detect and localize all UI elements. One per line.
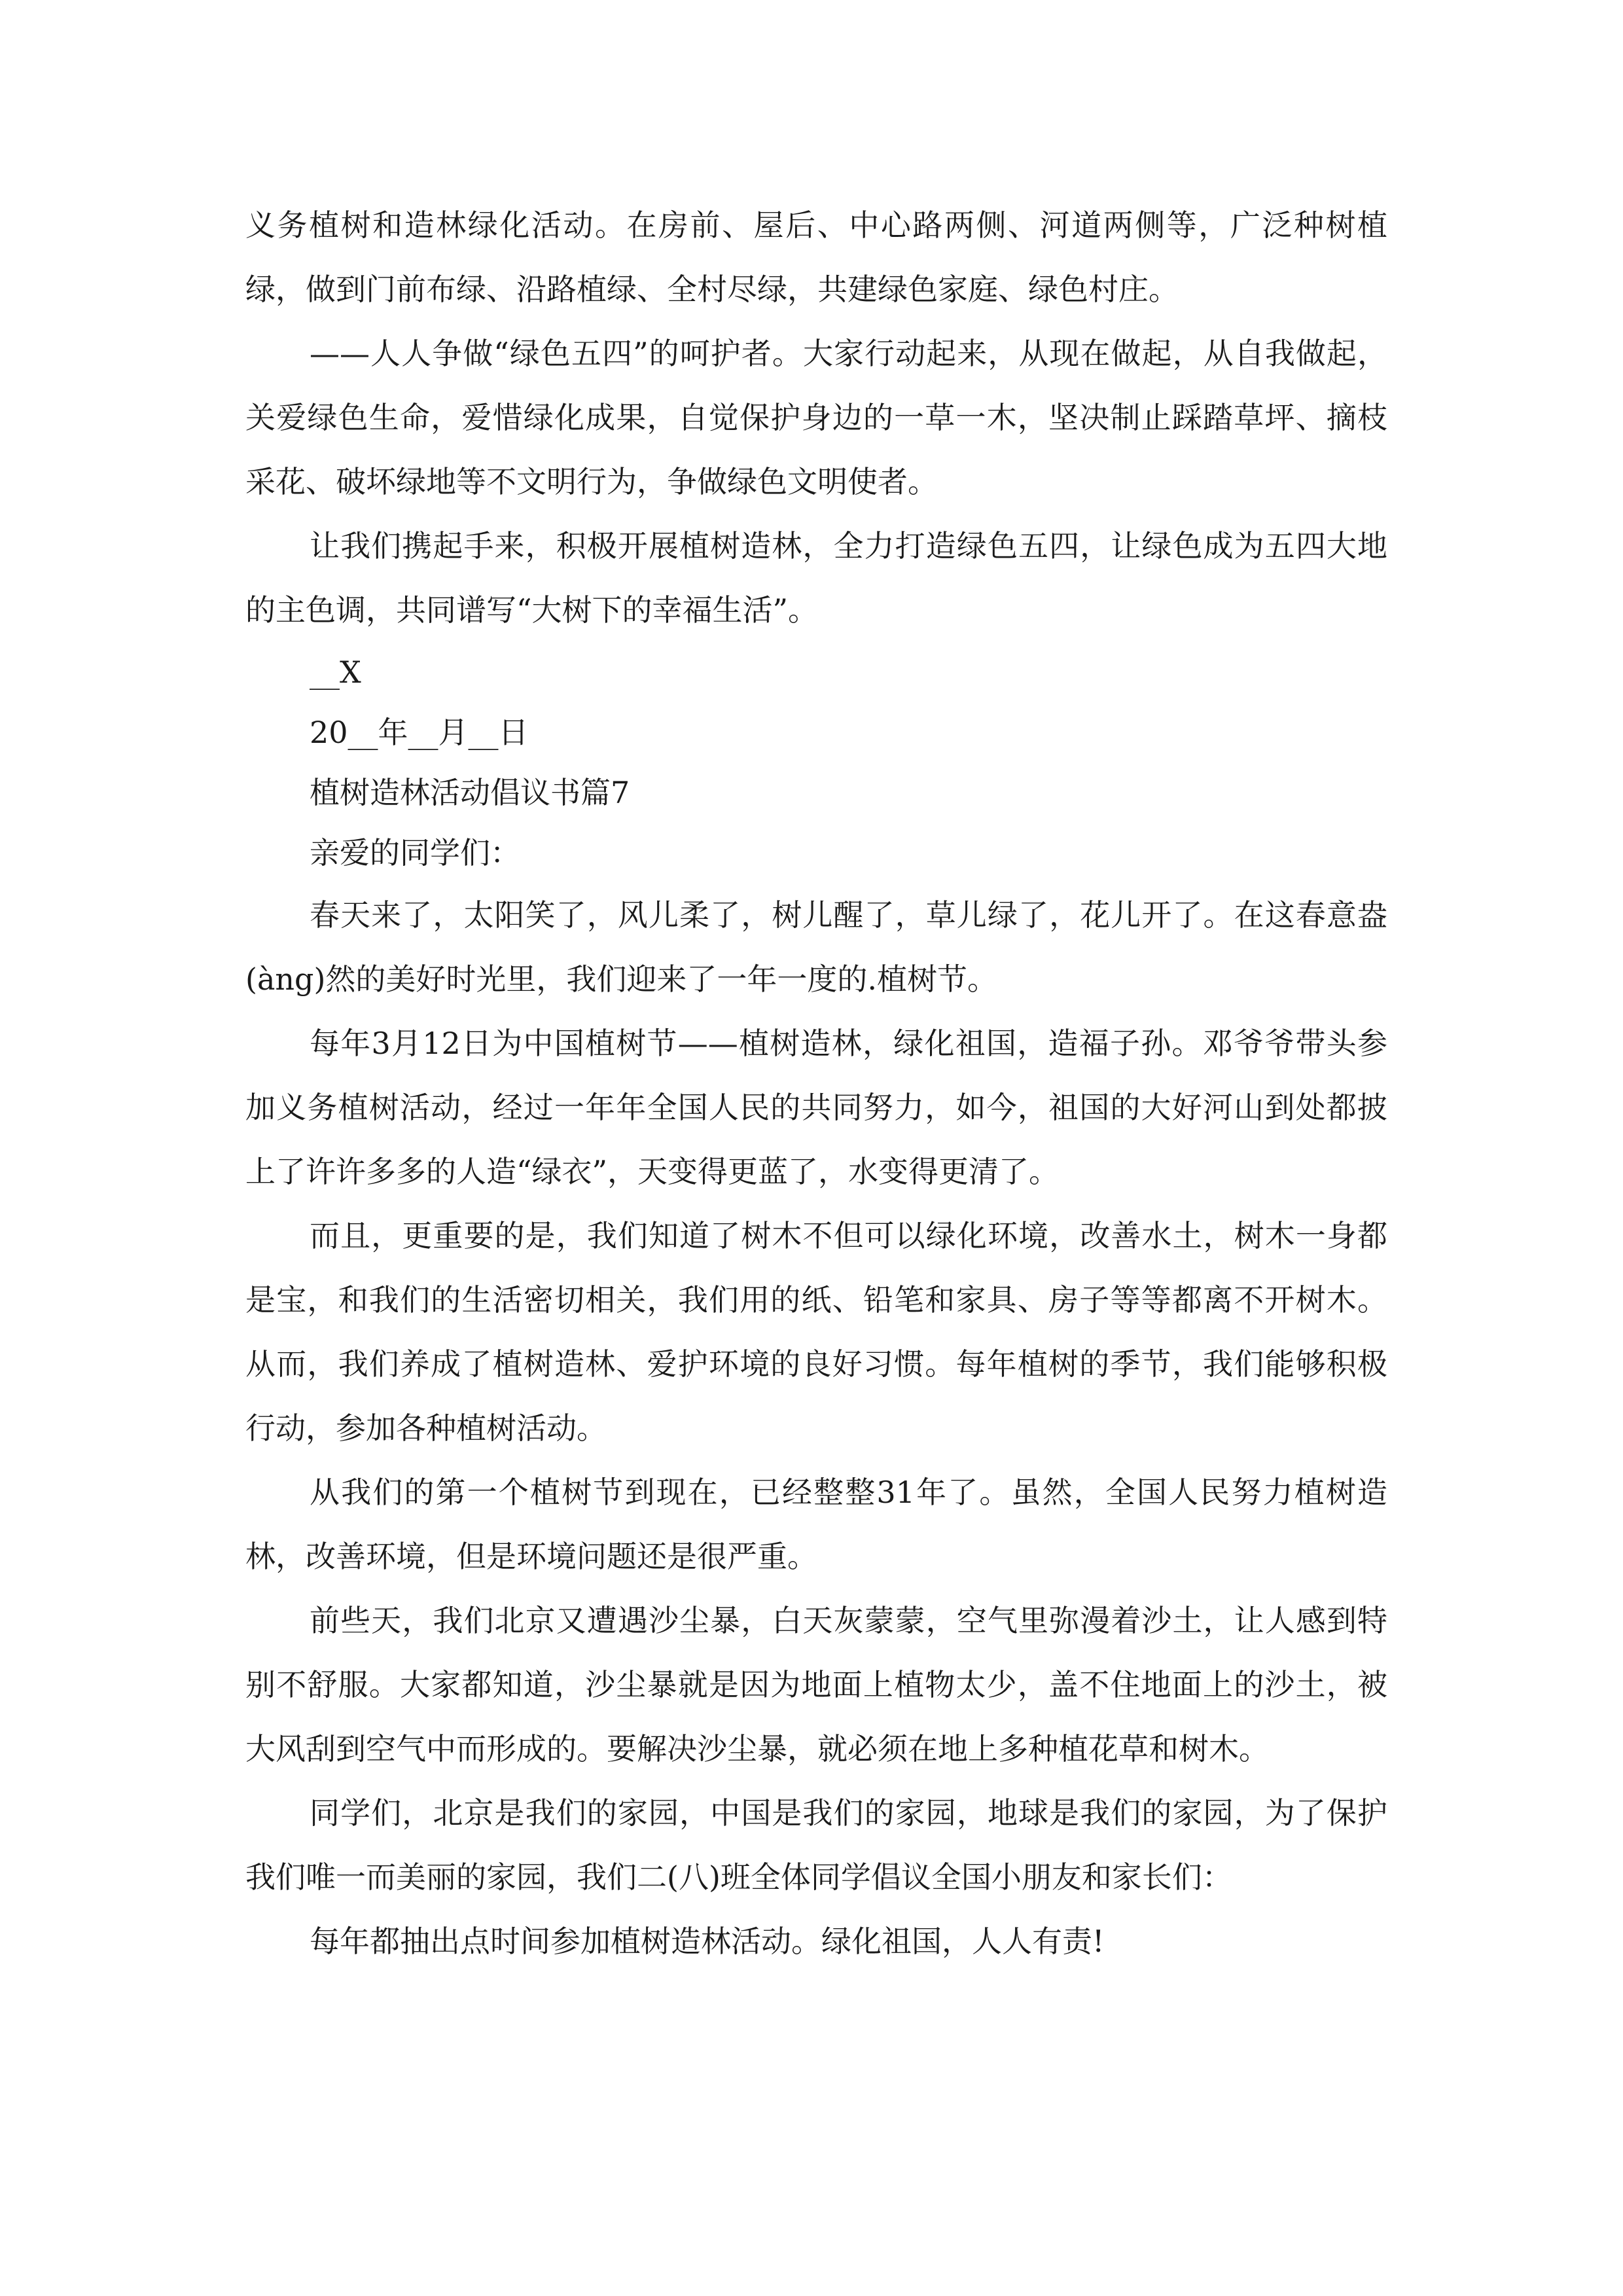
signature-line: __X <box>310 655 361 690</box>
salutation: 亲爱的同学们： <box>310 835 520 870</box>
document-body <box>245 193 1387 1973</box>
paragraph-closing: 每年都抽出点时间参加植树造林活动。绿化祖国，人人有责! <box>310 1924 1105 1959</box>
paragraph-31-years: 从我们的第一个植树节到现在，已经整整31年了。虽然，全国人民努力植树造林，改善环境，但是环境问题还是很严重。 <box>245 1475 1387 1574</box>
paragraph-green-54: ——人人争做“绿色五四”的呵护者。大家行动起来，从现在做起，从自我做起，关爱绿色生命，爱惜绿化成果，自觉保护身边的一草一木，坚决制止踩踏草坪、摘枝采花、破坏绿地等不文明行为，争做绿色文明使者。 <box>245 336 1387 499</box>
paragraph-arbor-day: 每年3月12日为中国植树节——植树造林，绿化祖国，造福子孙。邓爷爷带头参加义务植树活动，经过一年年全国人民的共同努力，如今，祖国的大好河山到处都披上了许许多多的人造“绿衣”，天变得更蓝了，水变得更清了。 <box>245 1026 1387 1189</box>
paragraph-continuation: 义务植树和造林绿化活动。在房前、屋后、中心路两侧、河道两侧等，广泛种树植绿，做到门前布绿、沿路植绿、全村尽绿，共建绿色家庭、绿色村庄。 <box>245 207 1387 307</box>
paragraph-sandstorm: 前些天，我们北京又遭遇沙尘暴，白天灰蒙蒙，空气里弥漫着沙土，让人感到特别不舒服。大家都知道，沙尘暴就是因为地面上植物太少，盖不住地面上的沙土，被大风刮到空气中而形成的。要解决沙尘暴，就必须在地上多种植花草和树木。 <box>245 1603 1387 1767</box>
paragraph-importance: 而且，更重要的是，我们知道了树木不但可以绿化环境，改善水土，树木一身都是宝，和我们的生活密切相关，我们用的纸、铅笔和家具、房子等等都离不开树木。从而，我们养成了植树造林、爱护环境的良好习惯。每年植树的季节，我们能够积极行动，参加各种植树活动。 <box>245 1218 1387 1446</box>
paragraph-proposal: 同学们，北京是我们的家园，中国是我们的家园，地球是我们的家园，为了保护我们唯一而美丽的家园，我们二(八)班全体同学倡议全国小朋友和家长们： <box>245 1795 1387 1895</box>
date-line: 20__年__月__日 <box>310 715 529 750</box>
section-title: 植树造林活动倡议书篇7 <box>310 775 630 810</box>
paragraph-call-to-action: 让我们携起手来，积极开展植树造林，全力打造绿色五四，让绿色成为五四大地的主色调，共同谱写“大树下的幸福生活”。 <box>245 528 1387 628</box>
paragraph-spring: 春天来了，太阳笑了，风儿柔了，树儿醒了，草儿绿了，花儿开了。在这春意盎(àng)然的美好时光里，我们迎来了一年一度的.植树节。 <box>245 897 1387 997</box>
